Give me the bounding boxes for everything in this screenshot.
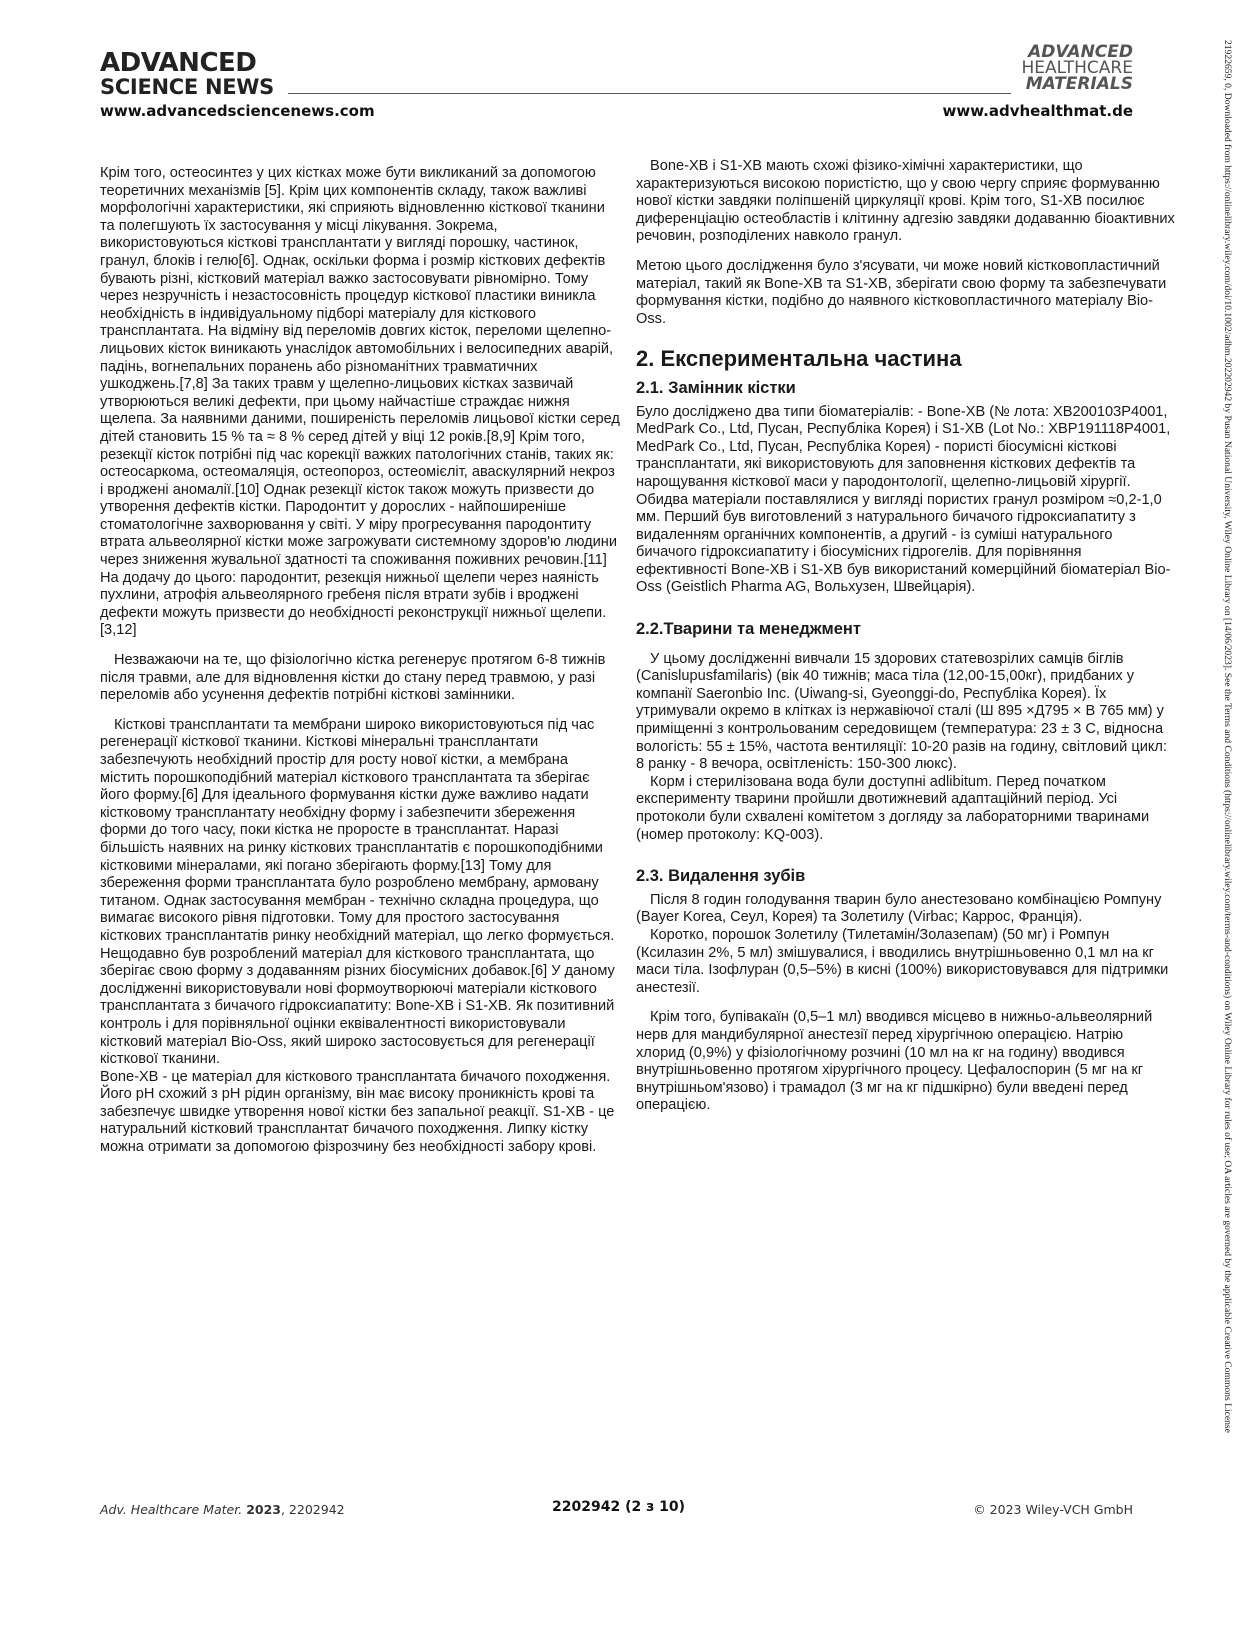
publisher-logo-line2: SCIENCE NEWS <box>100 75 274 99</box>
right-column <box>636 158 1176 1115</box>
footer-citation <box>100 1502 345 1517</box>
journal-logo-line2: HEALTHCARE <box>1021 58 1133 79</box>
paragraph: Метою цього дослідження було з'ясувати, чи може новий кістковопластичний матеріал, такий як Bone-XB та S1-XB, зберігати свою форму та забезпечувати формування кістки, подібно до наявного кістковопластичного матеріалу Bio-Oss. <box>636 257 1167 327</box>
publisher-site-link[interactable]: www.advancedsciencenews.com <box>100 102 375 120</box>
paragraph: Корм і стерилізована вода були доступні adlibitum. Перед початком експерименту тварини пройшли двотижневий адаптаційний період. Усі протоколи були схвалені комітетом з догляду за лабораторними тваринами (номер протоколу: KQ-003). <box>636 773 1150 843</box>
download-notice <box>1222 40 1234 1590</box>
left-column <box>100 165 620 1157</box>
publisher-logo <box>100 50 274 98</box>
section-heading: 2. Експериментальна частина <box>636 346 962 372</box>
footer-article: , 2202942 <box>280 1502 345 1517</box>
paragraph: Коротко, порошок Золетилу (Тилетамін/Золазепам) (50 мг) і Ромпун (Ксилазин 2%, 5 мл) змішувалися, і вводились внутрішньовенно 0,1 мл на кг маси тіла. Ізофлуран (0,5–5%) в кисні (100%) використовувався для підтримки анестезії. <box>636 926 1169 996</box>
header-rule <box>288 93 1011 94</box>
paragraph: Було досліджено два типи біоматеріалів: - Bone-XB (№ лота: XB200103P4001, MedPark Co., Ltd, Пусан, Республіка Корея) і S1-XB (Lot No.: XBP191118P4001, MedPark Co., Ltd, Пусан, Республіка Корея) - пористі біосумісні кісткові трансплантати, які використовують для заповнення кісткових дефектів та нарощування кісткової маси у пародонтології, щелепно-лицьовій хірургії. Обидва матеріали поставлялися у вигляді пористих гранул розміром ≈0,2-1,0 мм. Перший був виготовлений з натурального бичачого гідроксиапатиту з видаленням органічних компонентів, а другий - із суміші натурального бичачого гідроксиапатиту і біосумісних гідрогелів. Для порівняння ефективності Bone-XB і S1-XB був використаний комерційний біоматеріал Bio-Oss (Geistlich Pharma AG, Вольхузен, Швейцарія). <box>636 403 1171 596</box>
publisher-logo-line1: ADVANCED <box>100 48 257 78</box>
download-notice-text: 21922659, 0, Downloaded from https://onlinelibrary.wiley.com/doi/10.1002/adhm.202202942 by Pusan National University, Wiley Online Library on [14/06/2023]. See the Terms and Conditions (https://onlinelibrary.wiley.com/terms-and-conditions) on Wiley Online Library for rules of use; OA articles are governed by the applicable Creative Commons License <box>1222 40 1233 1433</box>
journal-logo-line1: ADVANCED <box>1028 42 1133 62</box>
paragraph: У цьому дослідженні вивчали 15 здорових статевозрілих самців біглів (Canislupusfamilaris) (вік 40 тижнів; маса тіла (12,00-15,00кг), придбаних у компанії Saeronbio Inc. (Uiwang-si, Gyeonggi-do, Республіка Корея). Їх утримували окремо в клітках із нержавіючої сталі (Ш 895 ×Д795 × В 765 мм) у приміщенні з контрольованим середовищем (температура: 23 ± 3 С, відносна вологість: 55 ± 15%, частота вентиляції: 10-20 разів на годину, світловий цикл: 8 ранку - 8 вечора, освітленість: 150-300 люкс). <box>636 650 1167 773</box>
page-number: 2202942 (2 з 10) <box>552 1499 685 1515</box>
subsection-heading: 2.2.Тварини та менеджмент <box>636 620 861 639</box>
paragraph: Bone-XB - це матеріал для кісткового трансплантата бичачого походження. Його pH схожий з pH рідин організму, він має високу проникність крові та забезпечує швидке утворення нової кістки без запальної реакції. S1-XB - це натуральний кістковий трансплантат бичачого походження. Липку кістку можна отримати за допомогою фізрозчину без необхідності забору крові. <box>100 1068 615 1156</box>
paragraph: Після 8 годин голодування тварин було анестезовано комбінацією Ромпуну (Bayer Korea, Сеул, Корея) та Золетилу (Virbac; Каррос, Франція). <box>636 891 1162 926</box>
subsection-heading: 2.1. Замінник кістки <box>636 378 796 397</box>
paragraph: Крім того, бупівакаїн (0,5–1 мл) вводився місцево в нижньо-альвеолярний нерв для мандибулярної анестезії перед хірургічною операцією. Натрію хлорид (0,9%) у фізіологічному розчині (10 мл на кг на годину) вводився внутрішньовенно протягом хірургічного процесу. Цефалоспорин (5 мг на кг внутрішньом'язово) і трамадол (3 мг на кг підшкірно) були введені перед операцією. <box>636 1009 1153 1114</box>
paragraph: Bone-XB і S1-XB мають схожі фізико-хімічні характеристики, що характеризуються високою пористістю, що у свою чергу сприяє формуванню нової кістки завдяки поліпшеній циркуляції крові. Крім того, S1-XB посилює диференціацію остеобластів і клітинну адгезію завдяки додаванню біоактивних речовин, розподілених навколо гранул. <box>636 158 1175 245</box>
subsection-heading: 2.3. Видалення зубів <box>636 867 806 886</box>
journal-site-link[interactable]: www.advhealthmat.de <box>942 102 1133 120</box>
footer-year: 2023 <box>246 1502 281 1517</box>
journal-logo-line3: MATERIALS <box>1025 74 1133 95</box>
journal-logo <box>1021 42 1133 95</box>
footer-copyright: © 2023 Wiley-VCH GmbH <box>973 1502 1133 1517</box>
footer-journal: Adv. Healthcare Mater. <box>100 1502 243 1517</box>
paragraph: Незважаючи на те, що фізіологічно кістка регенерує протягом 6-8 тижнів після травми, але для відновлення кістки до стану перед травмою, у разі переломів або усунення дефектів потрібні кісткові замінники. <box>100 652 606 704</box>
paragraph: Кісткові трансплантати та мембрани широко використовуються під час регенерації кісткової тканини. Кісткові мінеральні трансплантати забезпечують необхідний простір для росту нової кістки, а мембрана містить порошкоподібний матеріал кісткового трансплантата та зберігає його форму.[6] Для ідеального формування кістки дуже важливо надати кістковому трансплантату необхідну форму і забезпечити збереження форми до того часу, поки кістка не проросте в трансплантат. Наразі більшість наявних на ринку кісткових трансплантатів є порошкоподібними кістковими мінералами, які погано зберігають форму.[13] Тому для збереження форми трансплантата було розроблено мембрану, армовану титаном. Однак застосування мембран - технічно складна процедура, що вимагає високого рівня підготовки. Тому для простого застосування кісткових трансплантатів ринку необхідний матеріал, що легко формується. Нещодавно був розроблений матеріал для кісткового трансплантата, що зберігає свою форму з додаванням різних біосумісних добавок.[6] У даному дослідженні використовували нові формоутворюючі матеріали кісткового трансплантата з бичачого гідроксиапатиту: Bone-XB і S1-XB. Як позитивний контроль і для порівняльної оцінки еквівалентності використовували кістковий матеріал Bio-Oss, який широко застосовується для регенерації кісткової тканини. <box>100 716 615 1068</box>
paragraph: Крім того, остеосинтез у цих кістках може бути викликаний за допомогою теоретичних механізмів [5]. Крім цих компонентів складу, також важливі морфологічні характеристики, які сприяють відновленню кісткової тканини та полегшують їх застосування у місці лікування. Зокрема, використовуються кісткові трансплантати у вигляді порошку, частинок, гранул, блоків і гелю[6]. Однак, оскільки форма і розмір кісткових дефектів бувають різні, кістковий матеріал важко застосовувати рівномірно. Тому через незручність і незастосовність процедур кісткової пластики виникла необхідність в індивідуальному підборі матеріалу для кісткового трансплантата. На відміну від переломів довгих кісток, переломи щелепно- лицьових кісток виникають унаслідок автомобільних і велосипедних аварій, падінь, вогнепальних поранень або різноманітних травматичних ушкоджень.[7,8] За таких травм у щелепно-лицьових кістках зазвичай утворюються великі дефекти, при цьому найчастіше страждає нижня щелепа. За наявними даними, поширеність переломів лицьової кістки серед дітей становить 15 % та ≈ 8 % серед дітей у віці 12 років.[8,9] Крім того, резекції кісток потрібні під час корекції важких патологічних станів, таких як: остеосаркома, остеомаляція, остеопороз, остеомієліт, аваскулярний некроз і вроджені аномалії.[10] Однак резекції кісток також можуть призвести до утворення дефектів кістки. Пародонтит у дорослих - найпоширеніше стоматологічне захворювання у світі. У міру прогресування пародонтиту втрата альвеолярної кістки може загрожувати системному здоров'ю людини через зниження жувальної здатності та споживання поживних речовин.[11] На додачу до цього: пародонтит, резекція нижньої щелепи через наяність пухлини, атрофія альвеолярного гребеня після втрати зубів і вроджені дефекти можуть призвести до необхідності реконструкції нижньої щелепи.[3,12] <box>100 165 620 639</box>
